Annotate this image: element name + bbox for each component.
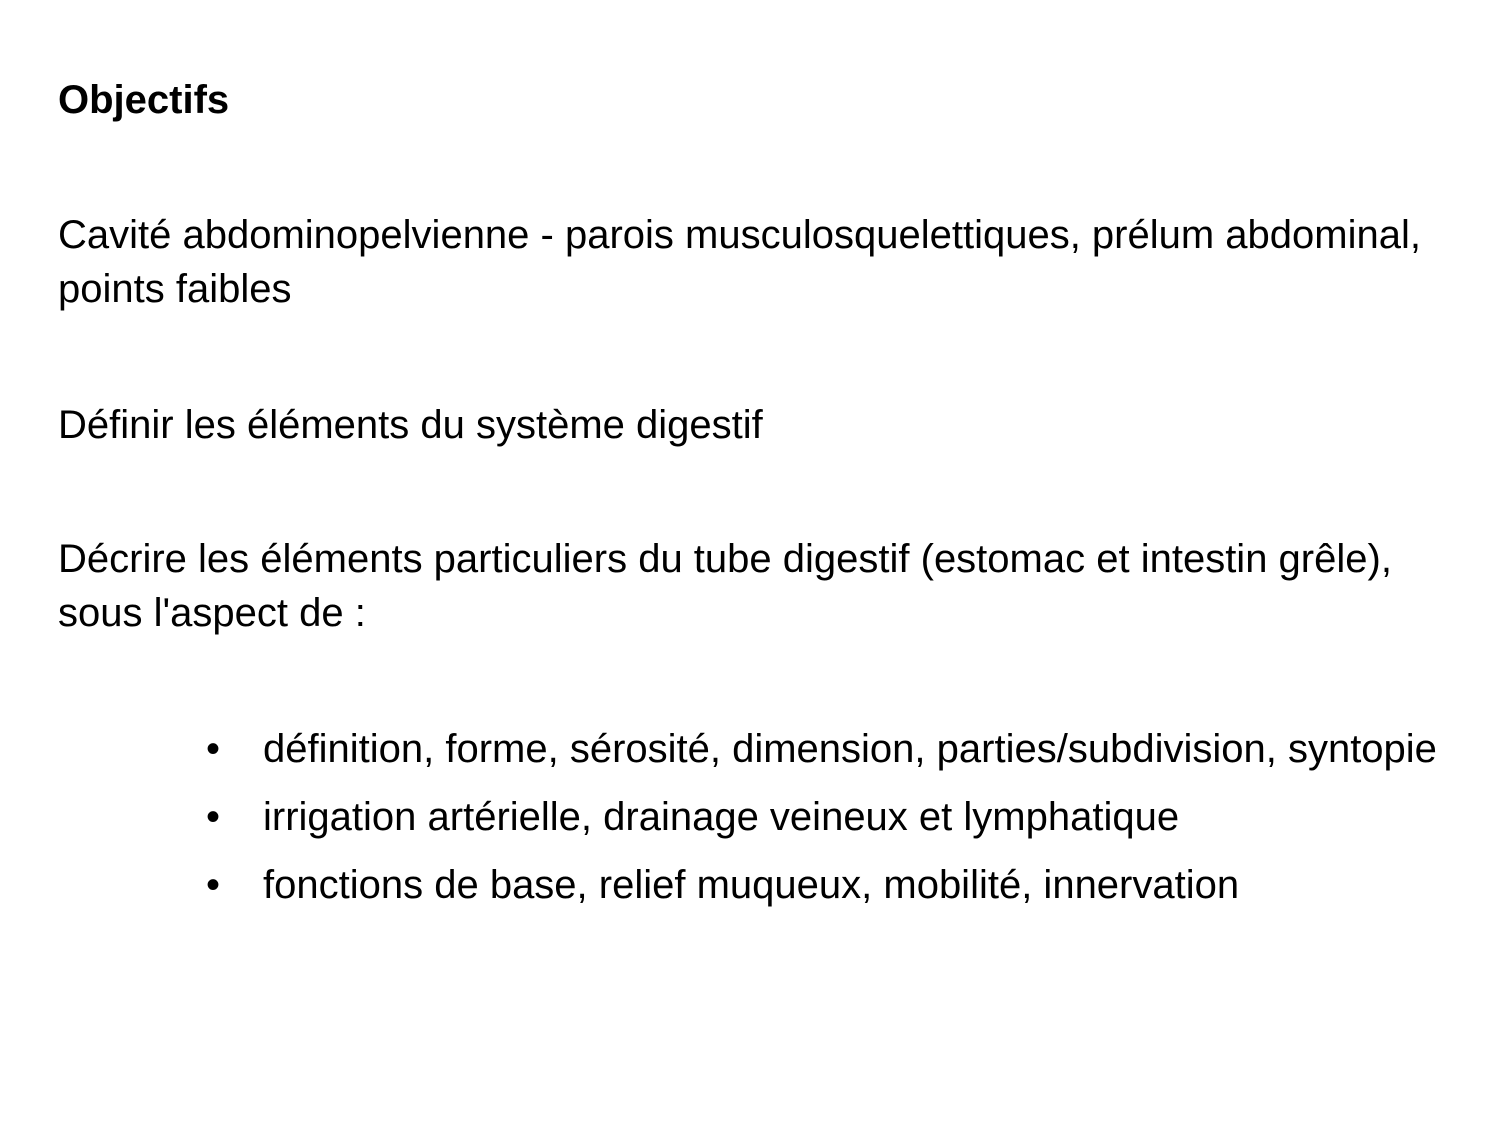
paragraph-abdominopelvic-cavity: Cavité abdominopelvienne - parois musculosquelettiques, prélum abdominal, points faibles bbox=[58, 213, 1421, 311]
bullet-text: définition, forme, sérosité, dimension, parties/subdivision, syntopie bbox=[263, 727, 1437, 771]
bullet-icon: • bbox=[206, 795, 221, 839]
list-item bbox=[0, 790, 1443, 844]
list-item bbox=[0, 722, 1443, 776]
list-item bbox=[0, 858, 1443, 912]
bullet-text: fonctions de base, relief muqueux, mobilité, innervation bbox=[263, 863, 1240, 907]
bullet-icon: • bbox=[206, 863, 221, 907]
paragraph-digestive-tube: Décrire les éléments particuliers du tube digestif (estomac et intestin grêle), sous l'aspect de : bbox=[58, 537, 1392, 635]
slide-heading: Objectifs bbox=[58, 78, 230, 122]
bullet-icon: • bbox=[206, 727, 221, 771]
bullet-text: irrigation artérielle, drainage veineux et lymphatique bbox=[263, 795, 1180, 839]
paragraph-digestive-system: Définir les éléments du système digestif bbox=[58, 403, 763, 447]
bullet-list bbox=[0, 722, 1500, 926]
